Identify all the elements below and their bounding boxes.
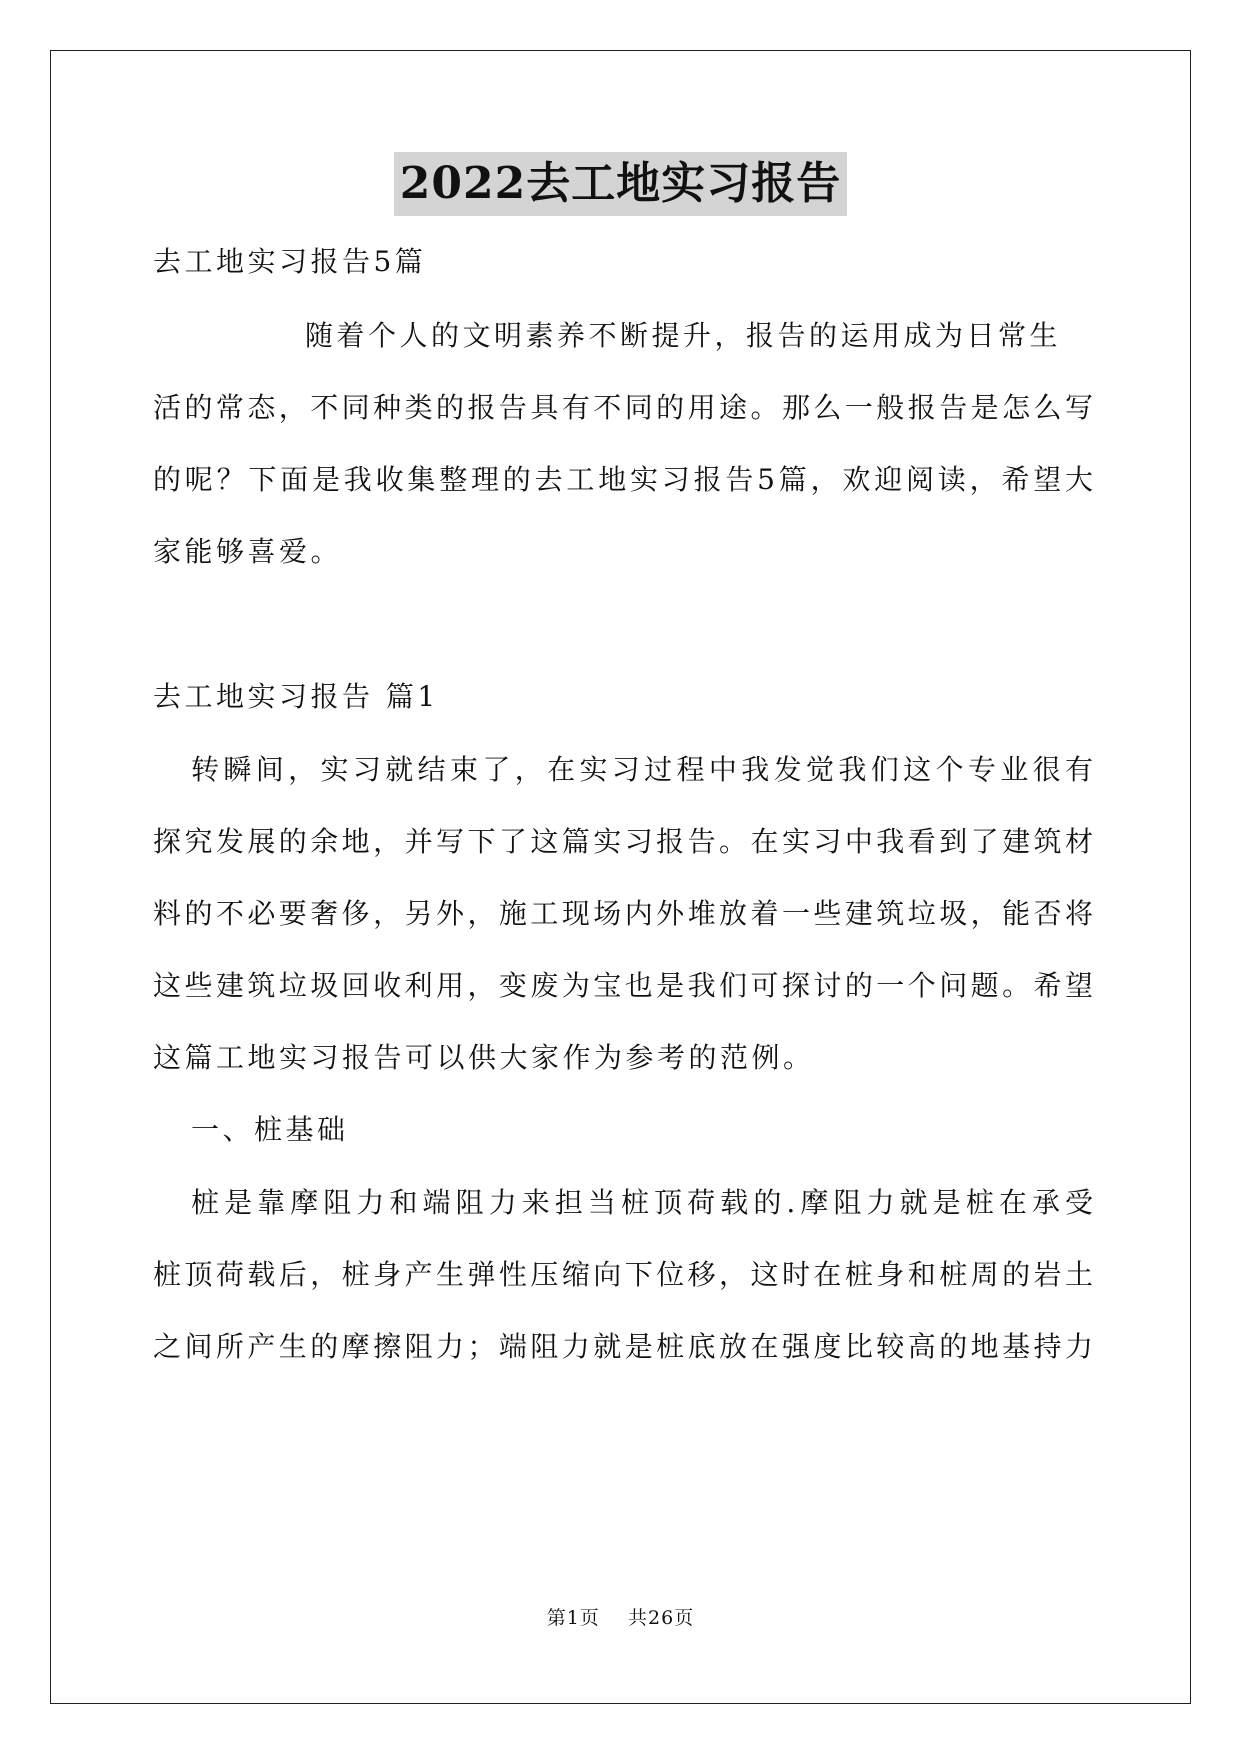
body-line-2: 桩顶荷载后，桩身产生弹性压缩向下位移，这时在桩身和桩周的岩土 [153,1258,1093,1291]
section-line-2: 探究发展的余地，并写下了这篇实习报告。在实习中我看到了建筑材 [153,825,1093,858]
subheading: 一、桩基础 [191,1113,349,1146]
section-line-5: 这篇工地实习报告可以供大家作为参考的范例。 [153,1041,815,1074]
title-container [0,152,1241,216]
section-line-3: 料的不必要奢侈，另外，施工现场内外堆放着一些建筑垃圾，能否将 [153,897,1093,930]
section-line-1: 转瞬间，实习就结束了，在实习过程中我发觉我们这个专业很有 [191,753,1093,786]
intro-line-2: 活的常态，不同种类的报告具有不同的用途。那么一般报告是怎么写 [153,391,1093,424]
section-heading: 去工地实习报告 篇1 [153,680,439,713]
document-title: 2022去工地实习报告 [394,152,847,216]
section-line-4: 这些建筑垃圾回收利用，变废为宝也是我们可探讨的一个问题。希望 [153,969,1093,1002]
body-line-1: 桩是靠摩阻力和端阻力来担当桩顶荷载的.摩阻力就是桩在承受 [191,1186,1093,1219]
body-line-3: 之间所产生的摩擦阻力；端阻力就是桩底放在强度比较高的地基持力 [153,1330,1093,1363]
document-subtitle: 去工地实习报告5篇 [153,245,427,278]
intro-line-3: 的呢？下面是我收集整理的去工地实习报告5篇，欢迎阅读，希望大 [153,463,1093,496]
page-footer: 第1页 共26页 [546,1607,695,1629]
page-border [50,50,1191,1704]
intro-line-1: 随着个人的文明素养不断提升，报告的运用成为日常生 [305,319,1062,352]
intro-line-4: 家能够喜爱。 [153,535,343,568]
